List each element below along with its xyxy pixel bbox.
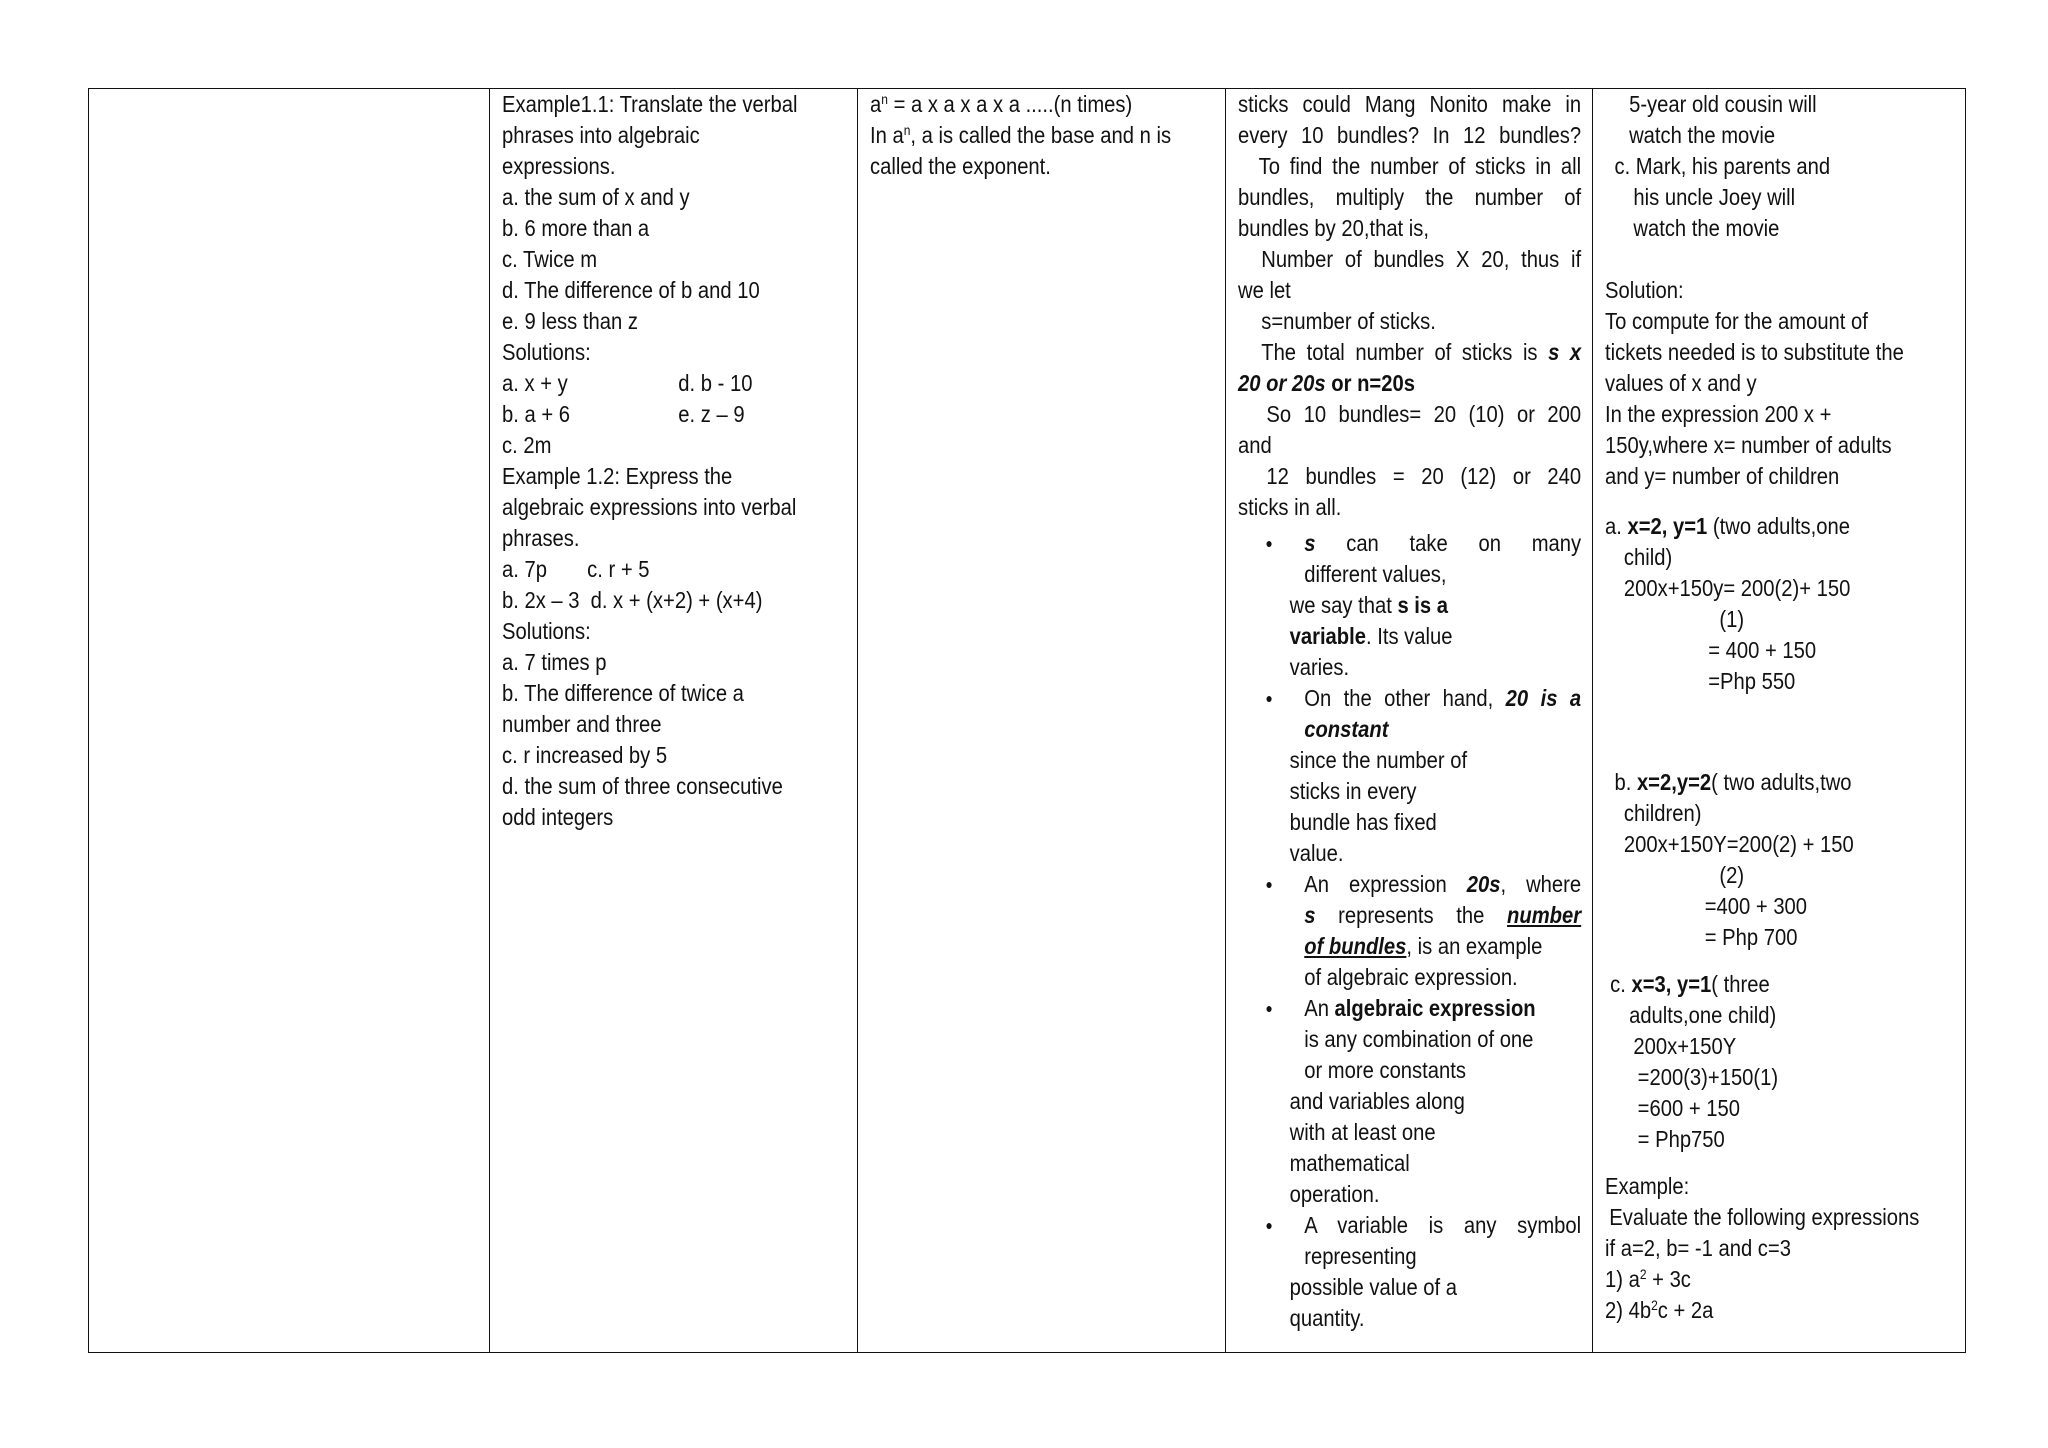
text-line: = Php 700	[1704, 924, 1798, 950]
text-line: To find the number of sticks in all	[1258, 153, 1582, 179]
text-line	[870, 89, 1171, 120]
bullet-item	[1304, 683, 1581, 714]
text: The total number of sticks is	[1261, 339, 1549, 365]
text-line: since the number of	[1289, 747, 1468, 773]
text-line: a. the sum of x and y	[502, 184, 690, 210]
text-line: called the exponent.	[870, 153, 1051, 179]
item-a: a. 7p	[502, 556, 547, 582]
text-line: or more constants	[1304, 1057, 1466, 1083]
text-line: a. 7 times p	[502, 649, 607, 675]
item-d: d. x + (x+2) + (x+4)	[590, 587, 763, 613]
text-line: possible value of a	[1289, 1274, 1458, 1300]
text-line: and	[1238, 432, 1272, 458]
item-c: c. r + 5	[587, 556, 650, 582]
text-line: = Php750	[1637, 1126, 1725, 1152]
text-line: Example:	[1605, 1173, 1690, 1199]
text-line: watch the movie	[1633, 215, 1780, 241]
answer-b: b. a + 6	[502, 401, 570, 427]
evaluation-cell	[1605, 89, 1919, 1326]
column-divider	[1592, 89, 1593, 1352]
text-line: 200x+150Y=200(2) + 150	[1623, 831, 1854, 857]
text: number	[1507, 902, 1582, 928]
text-line: Solutions:	[502, 339, 591, 365]
text-line: (1)	[1719, 606, 1745, 632]
text: ( three	[1711, 971, 1770, 997]
text-line: and variables along	[1289, 1088, 1465, 1114]
text-line: is any combination of one	[1304, 1026, 1534, 1052]
text-line: d. The difference of b and 10	[502, 277, 760, 303]
text: 1) a	[1605, 1266, 1640, 1292]
text: On the other hand,	[1304, 685, 1506, 711]
column-divider	[1225, 89, 1226, 1352]
examples-cell	[502, 89, 797, 833]
text-line: sticks could Mang Nonito make in	[1238, 91, 1582, 117]
text-line	[1238, 931, 1581, 962]
text-line: different values,	[1304, 561, 1447, 587]
text: . Its value	[1366, 623, 1453, 649]
text-line: To compute for the amount of	[1605, 308, 1868, 334]
text: a.	[1605, 513, 1628, 539]
text-line: =600 + 150	[1637, 1095, 1740, 1121]
text: 20s	[1466, 871, 1501, 897]
text-line: constant	[1304, 716, 1389, 742]
text-line: sticks in every	[1289, 778, 1417, 804]
text: , a is called the base and n is	[910, 122, 1172, 148]
text: variable	[1289, 623, 1367, 649]
text-line	[502, 554, 797, 585]
text-line: expressions.	[502, 153, 616, 179]
text: An expression	[1304, 871, 1467, 897]
text: b.	[1614, 769, 1637, 795]
text-line: representing	[1304, 1243, 1417, 1269]
text-line	[502, 368, 797, 399]
text-line: b. The difference of twice a	[502, 680, 744, 706]
text-line	[1605, 767, 1919, 798]
text-line: 5-year old cousin will	[1629, 91, 1817, 117]
text-line: 12 bundles = 20 (12) or 240	[1266, 463, 1582, 489]
text-line: value.	[1289, 840, 1344, 866]
text: s	[1304, 902, 1316, 928]
text-line: tickets needed is to substitute the	[1605, 339, 1904, 365]
exponent-cell	[870, 89, 1171, 182]
bullet-item	[1304, 528, 1581, 559]
text-line	[1238, 621, 1581, 652]
text-line: watch the movie	[1629, 122, 1776, 148]
text-line: So 10 bundles= 20 (10) or 200	[1266, 401, 1582, 427]
text: we say that	[1289, 592, 1398, 618]
text: of bundles	[1304, 933, 1407, 959]
answer-e: e. z – 9	[678, 401, 745, 427]
text-line	[1605, 969, 1919, 1000]
text-line: c. Mark, his parents and	[1614, 153, 1831, 179]
text-line: mathematical	[1289, 1150, 1410, 1176]
text-line: b. 6 more than a	[502, 215, 650, 241]
text-line: his uncle Joey will	[1633, 184, 1796, 210]
text-line: algebraic expressions into verbal	[502, 494, 797, 520]
text-line: d. the sum of three consecutive	[502, 773, 783, 799]
formula: s x	[1548, 339, 1582, 365]
text-line: Solutions:	[502, 618, 591, 644]
text-line: Evaluate the following expressions	[1609, 1204, 1920, 1230]
text-line: c. 2m	[502, 432, 552, 458]
variables-cell	[1238, 89, 1581, 1334]
text-line: c. r increased by 5	[502, 742, 668, 768]
text: , where	[1500, 871, 1582, 897]
text-line	[1238, 590, 1581, 621]
lesson-table	[88, 88, 1966, 1353]
text-line: every 10 bundles? In 12 bundles?	[1238, 122, 1582, 148]
formula: or n=20s	[1325, 370, 1415, 396]
text-line: odd integers	[502, 804, 614, 830]
text-line	[502, 585, 797, 616]
text-line: bundle has fixed	[1289, 809, 1437, 835]
text: An	[1304, 995, 1335, 1021]
text: c.	[1610, 971, 1632, 997]
text-line: operation.	[1289, 1181, 1380, 1207]
spacer	[1605, 244, 1919, 275]
text-line: =Php 550	[1708, 668, 1796, 694]
text-line	[1605, 511, 1919, 542]
text: represents the	[1315, 902, 1508, 928]
text-line	[1605, 1295, 1919, 1326]
text-line	[502, 399, 797, 430]
text: c + 2a	[1657, 1297, 1714, 1323]
item-b: b. 2x – 3	[502, 587, 580, 613]
text-line: varies.	[1289, 654, 1350, 680]
text: algebraic expression	[1334, 995, 1536, 1021]
superscript: 2	[1651, 1297, 1658, 1313]
text-line: 200x+150Y	[1633, 1033, 1737, 1059]
text-line: if a=2, b= -1 and c=3	[1605, 1235, 1791, 1261]
text: can take on many	[1315, 530, 1582, 556]
spacer	[1605, 492, 1919, 511]
answer-d: d. b - 10	[678, 370, 753, 396]
spacer	[1605, 1155, 1919, 1171]
text: = a x a x a x a .....(n times)	[887, 91, 1133, 117]
text: a	[870, 91, 882, 117]
text: ( two adults,two	[1711, 769, 1852, 795]
text-line	[1238, 900, 1581, 931]
text-line: 200x+150y= 200(2)+ 150	[1623, 575, 1851, 601]
text: s	[1304, 530, 1316, 556]
text-line: e. 9 less than z	[502, 308, 638, 334]
text-line: =200(3)+150(1)	[1637, 1064, 1779, 1090]
bullet-item	[1304, 993, 1581, 1024]
text-line: Number of bundles X 20, thus if	[1261, 246, 1582, 272]
text-line: In the expression 200 x +	[1605, 401, 1832, 427]
text-line: (2)	[1719, 862, 1745, 888]
text-line: 150y,where x= number of adults	[1605, 432, 1892, 458]
text: In a	[870, 122, 904, 148]
formula: 20 or 20s	[1238, 370, 1326, 396]
text: 20 is a	[1505, 685, 1582, 711]
text-line: phrases into algebraic	[502, 122, 700, 148]
text: x=3, y=1	[1631, 971, 1712, 997]
text-line: =400 + 300	[1704, 893, 1808, 919]
text: 2) 4b	[1605, 1297, 1652, 1323]
table-cell-empty	[89, 89, 489, 1352]
text-line: phrases.	[502, 525, 580, 551]
spacer	[1605, 697, 1919, 767]
text: (two adults,one	[1707, 513, 1850, 539]
superscript: n	[881, 91, 888, 107]
column-divider	[857, 89, 858, 1352]
text-line: child)	[1623, 544, 1673, 570]
text-line: Example 1.2: Express the	[502, 463, 733, 489]
text-line: adults,one child)	[1629, 1002, 1777, 1028]
text-line: we let	[1238, 277, 1291, 303]
text-line: s=number of sticks.	[1261, 308, 1436, 334]
text-line: Example1.1: Translate the verbal	[502, 91, 798, 117]
text: , is an example	[1406, 933, 1543, 959]
text-line: sticks in all.	[1238, 494, 1342, 520]
text-line	[1238, 337, 1581, 368]
text-line: Solution:	[1605, 277, 1684, 303]
text-line: and y= number of children	[1605, 463, 1840, 489]
text-line: bundles, multiply the number of	[1238, 184, 1582, 210]
text-line: bundles by 20,that is,	[1238, 215, 1430, 241]
text-line	[1238, 368, 1581, 399]
bullet-item: ● A variable is any symbol	[1304, 1210, 1581, 1241]
superscript: n	[903, 122, 911, 138]
text-line	[1605, 1264, 1919, 1295]
text-line: with at least one	[1289, 1119, 1436, 1145]
text: x=2, y=1	[1627, 513, 1708, 539]
text-line: values of x and y	[1605, 370, 1757, 396]
text-line: = 400 + 150	[1708, 637, 1817, 663]
text: x=2,y=2	[1636, 769, 1712, 795]
superscript: 2	[1639, 1266, 1647, 1282]
column-divider	[489, 89, 490, 1352]
text: + 3c	[1646, 1266, 1691, 1292]
spacer	[1605, 953, 1919, 969]
bullet-item	[1304, 869, 1581, 900]
text-line: of algebraic expression.	[1304, 964, 1518, 990]
text-line	[870, 120, 1171, 151]
text-line: children)	[1623, 800, 1702, 826]
text-line: number and three	[502, 711, 662, 737]
text-line: c. Twice m	[502, 246, 598, 272]
text: s is a	[1397, 592, 1449, 618]
text-line: quantity.	[1289, 1305, 1365, 1331]
answer-a: a. x + y	[502, 370, 568, 396]
